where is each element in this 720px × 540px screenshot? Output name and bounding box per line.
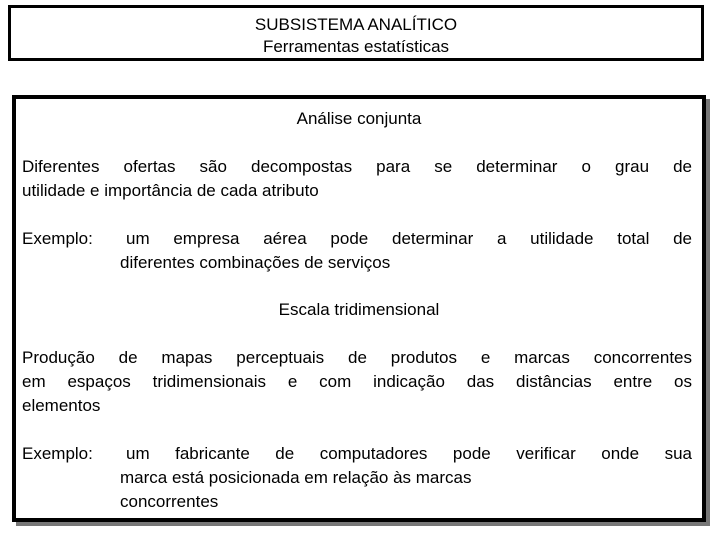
section-heading-escala-tridimensional: Escala tridimensional: [278, 300, 440, 319]
section-example-analise-conjunta: [22, 227, 692, 275]
example-line: concorrentes: [120, 492, 219, 511]
description-line: Produção de mapas perceptuais de produtos e marcas concorrentes: [22, 348, 692, 367]
example-label: Exemplo:: [22, 444, 93, 463]
example-label: Exemplo:: [22, 229, 93, 248]
page-title: SUBSISTEMA ANALÍTICO: [254, 15, 458, 34]
example-line: um fabricante de computadores pode verificar onde sua: [126, 444, 692, 463]
section-heading-analise-conjunta: Análise conjunta: [296, 109, 422, 128]
description-line: utilidade e importância de cada atributo: [22, 181, 319, 200]
title-box: [8, 5, 704, 61]
description-line: elementos: [22, 396, 101, 415]
section-description-analise-conjunta: [22, 155, 692, 203]
description-line: em espaços tridimensionais e com indicação das distâncias entre os: [22, 372, 692, 391]
page-subtitle: Ferramentas estatísticas: [262, 37, 450, 56]
section-example-escala-tridimensional: [22, 442, 692, 514]
description-line: Diferentes ofertas são decompostas para se determinar o grau de: [22, 157, 692, 176]
example-line: diferentes combinações de serviços: [120, 253, 391, 272]
example-line: um empresa aérea pode determinar a utilidade total de: [126, 229, 692, 248]
section-description-escala-tridimensional: [22, 346, 692, 418]
example-line: marca está posicionada em relação às marcas: [120, 468, 472, 487]
content-box: [12, 95, 706, 522]
